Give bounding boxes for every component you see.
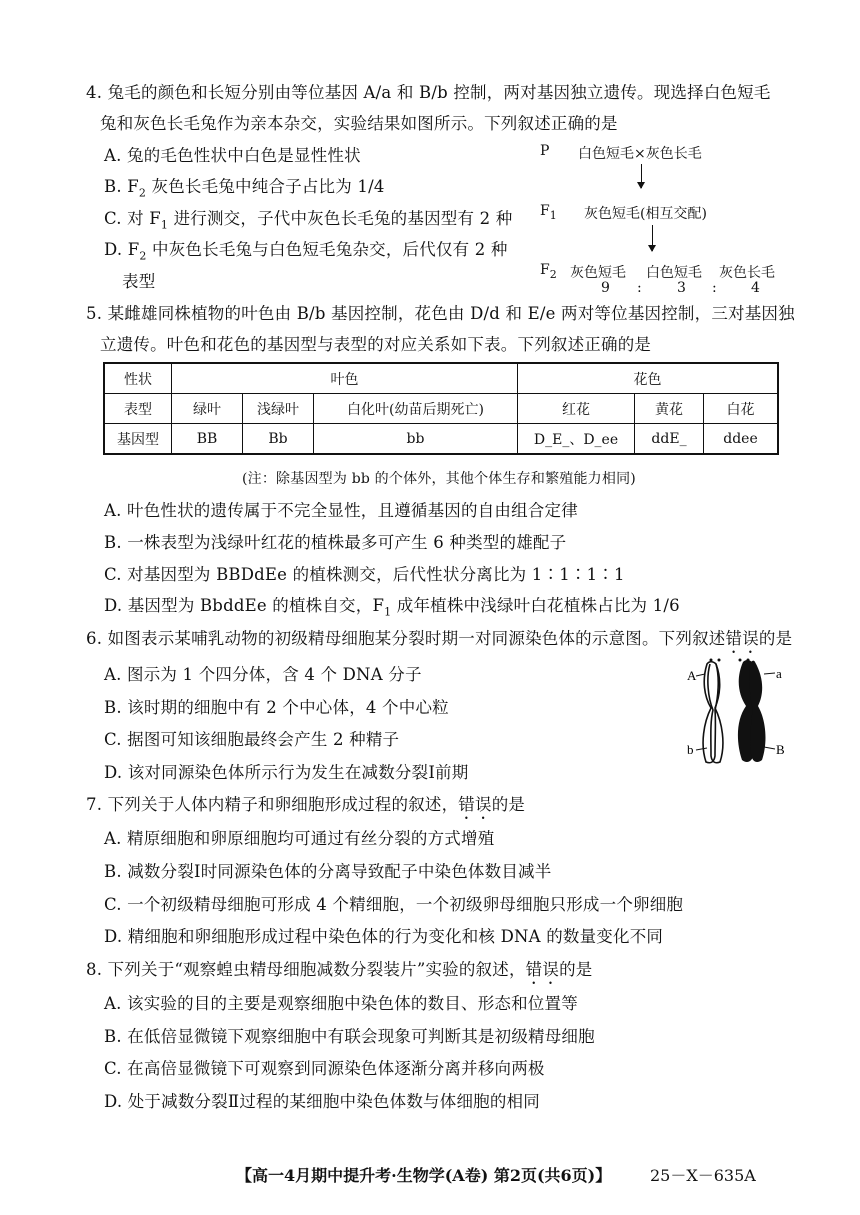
- table-header-flower: 花色: [518, 363, 779, 394]
- q5-option-c: C. 对基因型为 BBDdEe 的植株测交，后代性状分离比为 1∶1∶1∶1: [104, 565, 625, 584]
- table-cell: 红花: [518, 394, 635, 424]
- cross-f1-label: $F_1$: [540, 203, 557, 222]
- q8-option-a: A. 该实验的目的主要是观察细胞中染色体的数目、形态和位置等: [104, 994, 578, 1013]
- q6-option-a: A. 图示为 1 个四分体，含 4 个 DNA 分子: [104, 665, 422, 684]
- page-footer-title: 【高一4月期中提升考·生物学(A卷) 第2页(共6页)】: [236, 1166, 612, 1185]
- label-allele-b: b: [687, 742, 694, 757]
- q4-stem-line1: 4. 兔毛的颜色和长短分别由等位基因 A/a 和 B/b 控制，两对基因独立遗传。现选择白色短毛: [86, 83, 771, 102]
- table-cell: Bb: [243, 424, 314, 455]
- table-header-leaf: 叶色: [172, 363, 518, 394]
- chromosome-right: [738, 660, 766, 762]
- label-allele-B: B: [776, 742, 785, 757]
- cross-f2-sep-1: :: [637, 280, 642, 296]
- q4-option-b: B. $F_2$ 灰色长毛兔中纯合子占比为 1/4: [104, 177, 385, 200]
- cross-arrow-2: [652, 225, 653, 251]
- q5-stem-line2: 立遗传。叶色和花色的基因型与表型的对应关系如下表。下列叙述正确的是: [100, 335, 652, 354]
- q6-option-c: C. 据图可知该细胞最终会产生 2 种精子: [104, 730, 400, 749]
- cross-f2-type-3: 灰色长毛: [719, 265, 775, 281]
- q5-table-note: (注：除基因型为 bb 的个体外，其他个体生存和繁殖能力相同): [242, 471, 636, 487]
- chromosome-left: [703, 662, 723, 763]
- table-row: [104, 394, 778, 424]
- table-row: [104, 363, 778, 394]
- q7-option-a: A. 精原细胞和卵原细胞均可通过有丝分裂的方式增殖: [104, 829, 495, 848]
- q7-option-d: D. 精细胞和卵细胞形成过程中染色体的行为变化和核 DNA 的数量变化不同: [104, 927, 664, 946]
- table-cell: 白化叶(幼苗后期死亡): [314, 394, 518, 424]
- cross-f2-type-1: 灰色短毛: [570, 265, 626, 281]
- label-allele-A: A: [687, 668, 697, 683]
- q8-option-d: D. 处于减数分裂Ⅱ过程的某细胞中染色体数与体细胞的相同: [104, 1092, 540, 1111]
- cross-p-label: P: [540, 143, 550, 159]
- table-cell: 黄花: [635, 394, 704, 424]
- q5-option-b: B. 一株表型为浅绿叶红花的植株最多可产生 6 种类型的雄配子: [104, 533, 567, 552]
- cross-p-text: 白色短毛×灰色长毛: [578, 146, 702, 162]
- cross-f2-type-2: 白色短毛: [646, 265, 702, 281]
- q4-stem-line2: 兔和灰色长毛兔作为亲本杂交，实验结果如图所示。下列叙述正确的是: [100, 114, 618, 133]
- cross-f2-label: $F_2$: [540, 262, 557, 281]
- homologous-chromosome-figure: [680, 658, 790, 770]
- q7-option-c: C. 一个初级精母细胞可形成 4 个精细胞，一个初级卵母细胞只形成一个卵细胞: [104, 895, 684, 914]
- q5-stem-line1: 5. 某雌雄同株植物的叶色由 B/b 基因控制，花色由 D/d 和 E/e 两对等位基因控制，三对基因独: [86, 304, 795, 323]
- q4-option-c: C. 对 $F_1$ 进行测交，子代中灰色长毛兔的基因型有 2 种: [104, 209, 513, 232]
- q6-option-d: D. 该对同源染色体所示行为发生在减数分裂Ⅰ前期: [104, 763, 469, 782]
- q8-option-b: B. 在低倍显微镜下观察细胞中有联会现象可判断其是初级精母细胞: [104, 1027, 595, 1046]
- cross-f2-sep-2: :: [712, 280, 717, 296]
- q5-option-a: A. 叶色性状的遗传属于不完全显性，且遵循基因的自由组合定律: [104, 501, 578, 520]
- cross-f1-text: 灰色短毛(相互交配): [584, 206, 707, 222]
- q7-stem: 7. 下列关于人体内精子和卵细胞形成过程的叙述，错误的是: [86, 795, 526, 814]
- q6-option-b: B. 该时期的细胞中有 2 个中心体，4 个中心粒: [104, 698, 449, 717]
- q5-genotype-table: [103, 362, 779, 455]
- table-cell: BB: [172, 424, 243, 455]
- q6-stem: 6. 如图表示某哺乳动物的初级精母细胞某分裂时期一对同源染色体的示意图。下列叙述错误的是: [86, 629, 793, 648]
- table-cell: bb: [314, 424, 518, 455]
- table-cell: D_E_、D_ee: [518, 424, 635, 455]
- table-row-label-pheno: 表型: [104, 394, 172, 424]
- q5-option-d: D. 基因型为 BbddEe 的植株自交，$F_1$ 成年植株中浅绿叶白花植株占比为 1/6: [104, 596, 680, 619]
- table-cell: 白花: [704, 394, 779, 424]
- label-allele-a: a: [776, 666, 782, 681]
- cross-f2-ratio-3: 4: [751, 280, 760, 296]
- table-row: [104, 424, 778, 455]
- q7-option-b: B. 减数分裂Ⅰ时同源染色体的分离导致配子中染色体数目减半: [104, 862, 552, 881]
- q4-option-d: D. $F_2$ 中灰色长毛兔与白色短毛兔杂交，后代仅有 2 种: [104, 240, 508, 263]
- table-row-label-geno: 基因型: [104, 424, 172, 455]
- q4-option-d-cont: 表型: [122, 272, 156, 291]
- table-cell: ddE_: [635, 424, 704, 455]
- page-footer-code: 25－X－635A: [650, 1166, 756, 1185]
- table-header-trait: 性状: [104, 363, 172, 394]
- table-cell: 绿叶: [172, 394, 243, 424]
- cross-f2-ratio-1: 9: [601, 280, 610, 296]
- q8-option-c: C. 在高倍显微镜下可观察到同源染色体逐渐分离并移向两极: [104, 1059, 545, 1078]
- table-cell: ddee: [704, 424, 779, 455]
- q4-option-a: A. 兔的毛色性状中白色是显性性状: [104, 146, 361, 165]
- q8-stem: 8. 下列关于“观察蝗虫精母细胞减数分裂装片”实验的叙述，错误的是: [86, 960, 593, 979]
- cross-f2-ratio-2: 3: [677, 280, 686, 296]
- table-cell: 浅绿叶: [243, 394, 314, 424]
- cross-arrow-1: [641, 164, 642, 188]
